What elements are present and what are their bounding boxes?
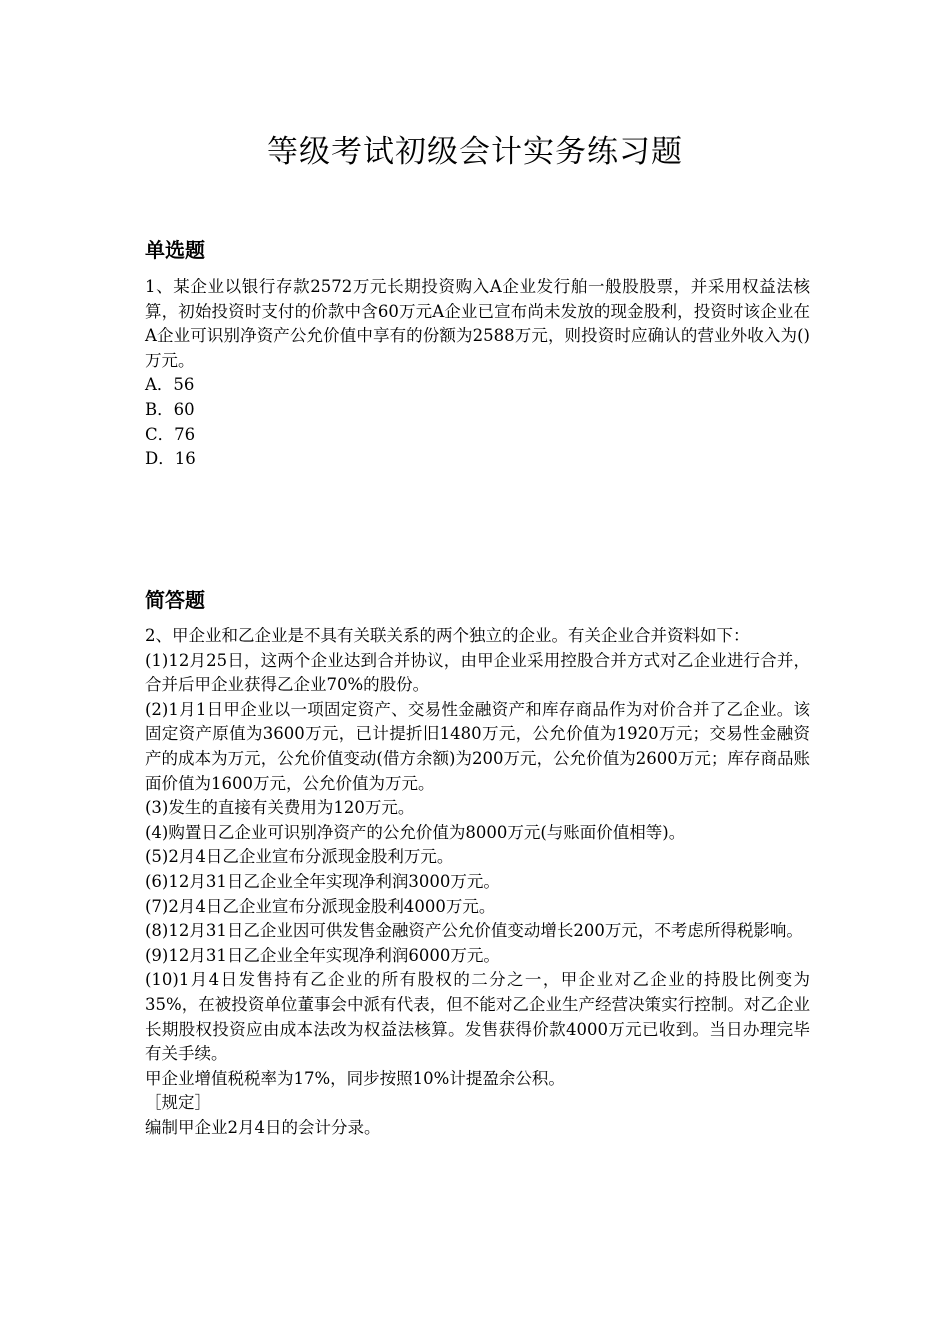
question-2-item-5: (5)2月4日乙企业宣布分派现金股利万元。	[145, 847, 454, 867]
option-a: A．56	[145, 375, 195, 395]
document-title: 等级考试初级会计实务练习题	[267, 134, 683, 170]
question-2-item-10: (10)1月4日发售持有乙企业的所有股权的二分之一，甲企业对乙企业的持股比例变为35%，在被投资单位董事会中派有代表，但不能对乙企业生产经营决策实行控制。对乙企业长期股权投资应由成本法改为权益法核算。发售获得价款4000万元已收到。当日办理完毕有关手续。	[145, 970, 810, 1064]
question-2-intro: 2、甲企业和乙企业是不具有关联关系的两个独立的企业。有关企业合并资料如下：	[145, 626, 750, 645]
question-2-item-9: (9)12月31日乙企业全年实现净利润6000万元。	[145, 945, 500, 965]
question-2-requirement-label: ［规定］	[145, 1093, 211, 1113]
question-2-item-2: (2)1月1日甲企业以一项固定资产、交易性金融资产和库存商品作为对价合并了乙企业。该固定资产原值为3600万元，已计提折旧1480万元，公允价值为1920万元；交易性金融资产的成本为万元，公允价值变动(借方余额)为200万元，公允价值为2600万元；库存商品账面价值为1600万元，公允价值为万元。	[145, 699, 810, 793]
question-2-item-4: (4)购置日乙企业可识别净资产的公允价值为8000万元(与账面价值相等)。	[145, 822, 686, 842]
question-2-item-3: (3)发生的直接有关费用为120万元。	[145, 798, 415, 818]
section-heading-short-answer: 简答题	[145, 588, 205, 612]
question-2-item-7: (7)2月4日乙企业宣布分派现金股利4000万元。	[145, 896, 496, 916]
question-2	[145, 624, 810, 1140]
question-2-tax-note: 甲企业增值税税率为17%，同步按照10%计提盈余公积。	[145, 1068, 565, 1088]
question-2-item-6: (6)12月31日乙企业全年实现净利润3000万元。	[145, 871, 500, 891]
question-1-text: 1、某企业以银行存款2572万元长期投资购入A企业发行舶一般股股票，并采用权益法核算，初始投资时支付的价款中含60万元A企业已宣布尚未发放的现金股利，投资时该企业在A企业可识别净资产公允价值中享有的份额为2588万元，则投资时应确认的营业外收入为()万元。	[145, 277, 810, 370]
option-c: C．76	[145, 424, 196, 444]
question-2-item-1: (1)12月25日，这两个企业达到合并协议，由甲企业采用控股合并方式对乙企业进行合并，合并后甲企业获得乙企业70%的股份。	[145, 650, 810, 695]
question-2-requirement: 编制甲企业2月4日的会计分录。	[145, 1117, 381, 1137]
section-heading-single-choice: 单选题	[145, 238, 205, 262]
option-b: B．60	[145, 399, 195, 419]
question-1	[145, 275, 810, 472]
question-2-item-8: (8)12月31日乙企业因可供发售金融资产公允价值变动增长200万元，不考虑所得税影响。	[145, 921, 803, 941]
option-d: D．16	[145, 449, 196, 469]
